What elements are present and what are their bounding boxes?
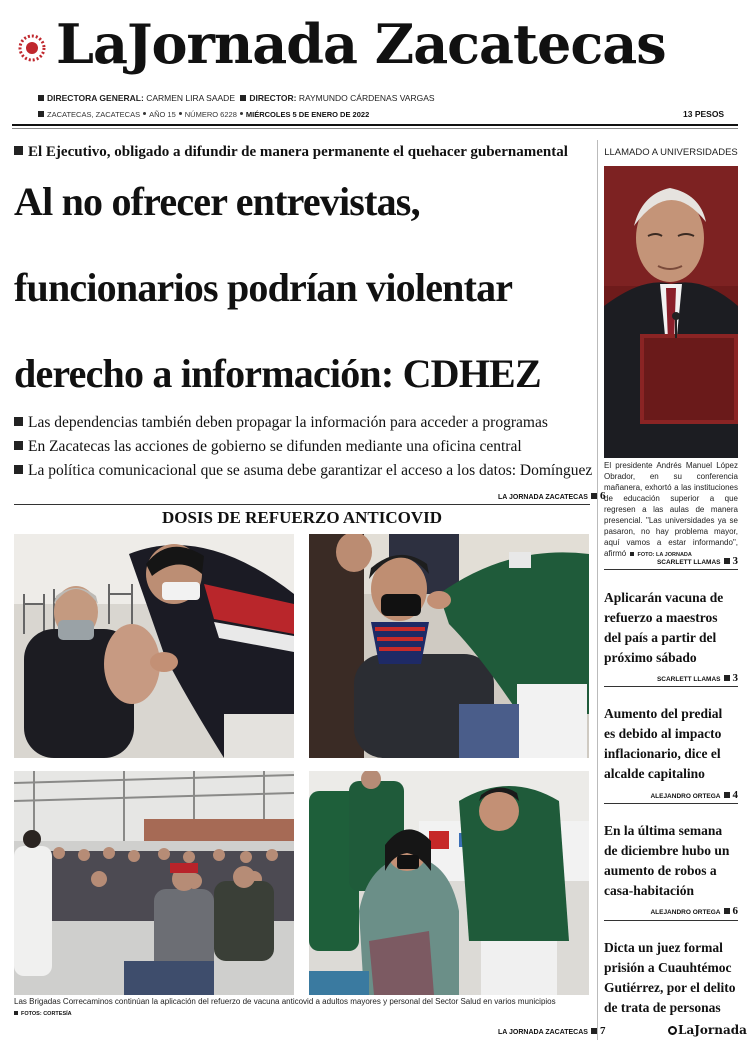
square-bullet-icon [38,95,44,101]
sidebar-caption [604,460,738,561]
credit-text: SCARLETT LLAMAS [656,676,721,683]
staff-name: RAYMUNDO CÁRDENAS VARGAS [298,93,435,103]
lead-headline-line[interactable]: derecho a información: CDHEZ [14,351,541,396]
page-ref: 4 [732,789,738,801]
story-line: Aumento del predial [604,706,723,721]
sidebar-story-credit[interactable] [604,905,738,917]
sidebar-photo-president [604,166,738,458]
lead-bullets [14,411,594,483]
photo-section-title: DOSIS DE REFUERZO ANTICOVID [161,508,443,527]
story-line: inflacionario, dice el [604,746,721,761]
divider [12,124,738,126]
masthead [12,4,738,84]
story-line: de trata de personas [604,1000,721,1015]
square-bullet-icon [724,675,730,681]
photo-credit [14,1011,72,1017]
masthead-title: LaJornada Zacatecas [56,12,666,76]
divider [14,504,590,505]
lead-kicker [14,144,568,161]
photo-elderly-woman-vaccination [14,534,294,758]
square-bullet-icon [724,792,730,798]
page-ref: 3 [732,672,738,684]
footer-logo [668,1023,747,1037]
lead-bullet-text: La política comunicacional que se asuma debe garantizar el acceso a los datos: Domínguez [28,462,593,479]
credit-text: LA JORNADA ZACATECAS [498,494,588,501]
story-line: aumento de robos a [604,863,717,878]
column-divider [597,140,598,1040]
page-ref: 3 [732,555,738,567]
story-line: Dicta un juez formal [604,940,723,955]
lead-bullet [14,459,594,483]
square-bullet-icon [14,417,23,426]
photo-credit-text: FOTOS: CORTESÍA [21,1011,72,1017]
credit-text: ALEJANDRO ORTEGA [650,793,721,800]
issue-number: NÚMERO 6228 [184,110,237,119]
divider [604,569,738,570]
logo-mark-icon [668,1026,677,1035]
sidebar-caption-text: El presidente Andrés Manuel López Obrador, en su conferencia mañanera, exhortó a las instituciones de educación superior a que regresen a las aulas de manera presencial. "Las universidades ya se pasaron, no hay problema mayor, aquí vamos a estar informando", afirmó [604,461,738,558]
lead-credit[interactable] [498,490,605,502]
lead-headline-line[interactable]: Al no ofrecer entrevistas, [14,179,420,224]
square-bullet-icon [38,111,44,117]
divider [12,128,738,129]
square-bullet-icon [14,465,23,474]
sidebar-caption-credit[interactable] [604,555,738,567]
edition-line [38,110,369,119]
square-bullet-icon [724,908,730,914]
credit-text: ALEJANDRO ORTEGA [650,909,721,916]
photo-woman-vaccination-clinic [309,771,589,995]
square-bullet-icon [14,441,23,450]
lead-bullet-text: Las dependencias también deben propagar la información para acceder a programas [28,414,548,431]
square-bullet-icon [14,1011,18,1015]
page-ref: 7 [599,1025,606,1037]
story-line: de diciembre hubo un [604,843,730,858]
lead-bullet [14,435,594,459]
sidebar-story[interactable] [604,821,738,901]
square-bullet-icon [724,558,730,564]
price: 13 PESOS [683,109,725,119]
story-line: refuerzo a maestros [604,610,718,625]
story-line: Aplicarán vacuna de [604,590,724,605]
photo-waiting-area-crowd [14,771,294,995]
story-line: del país a partir del [604,630,717,645]
photo-young-man-vaccination [309,534,589,758]
story-line: En la última semana [604,823,723,838]
sun-logo-icon [18,34,46,62]
staff-role: DIRECTOR: [249,93,297,103]
story-line: prisión a Cuauhtémoc [604,960,732,975]
credit-text: SCARLETT LLAMAS [656,559,721,566]
square-bullet-icon [14,146,23,155]
sidebar-story-credit[interactable] [604,789,738,801]
photo-section-credit[interactable] [498,1025,605,1037]
page-ref: 6 [599,490,606,502]
story-line: es debido al impacto [604,726,722,741]
sidebar-story[interactable] [604,938,738,1018]
staff-line [38,93,435,103]
footer-logo-text: LaJornada [678,1023,747,1037]
sidebar-story-credit[interactable] [604,672,738,684]
sidebar-story[interactable] [604,588,738,668]
year: AÑO 15 [149,110,176,119]
sidebar-photo-credit: FOTO: LA JORNADA [637,552,692,558]
square-bullet-icon [240,95,246,101]
sidebar-label: LLAMADO A UNIVERSIDADES [604,147,738,158]
issue-date: MIÉRCOLES 5 DE ENERO DE 2022 [245,110,370,119]
lead-headline-line[interactable]: funcionarios podrían violentar [14,265,513,310]
divider [604,920,738,921]
story-line: casa-habitación [604,883,695,898]
credit-text: LA JORNADA ZACATECAS [498,1029,588,1036]
page-ref: 6 [732,905,738,917]
staff-name: CARMEN LIRA SAADE [146,93,235,103]
lead-bullet [14,411,594,435]
story-line: alcalde capitalino [604,766,705,781]
sidebar-story[interactable] [604,704,738,784]
lead-kicker-text: El Ejecutivo, obligado a difundir de manera permanente el quehacer gubernamental [28,144,568,160]
place: ZACATECAS, ZACATECAS [47,110,141,119]
staff-role: DIRECTORA GENERAL: [47,93,144,103]
divider [604,803,738,804]
story-line: Gutiérrez, por el delito [604,980,736,995]
photo-caption: Las Brigadas Correcaminos continúan la aplicación del refuerzo de vacuna anticovid a adultos mayores y personal del Sector Salud en varios municipios [14,997,556,1006]
story-line: próximo sábado [604,650,697,665]
lead-bullet-text: En Zacatecas las acciones de gobierno se difunden mediante una oficina central [28,438,522,455]
divider [604,686,738,687]
